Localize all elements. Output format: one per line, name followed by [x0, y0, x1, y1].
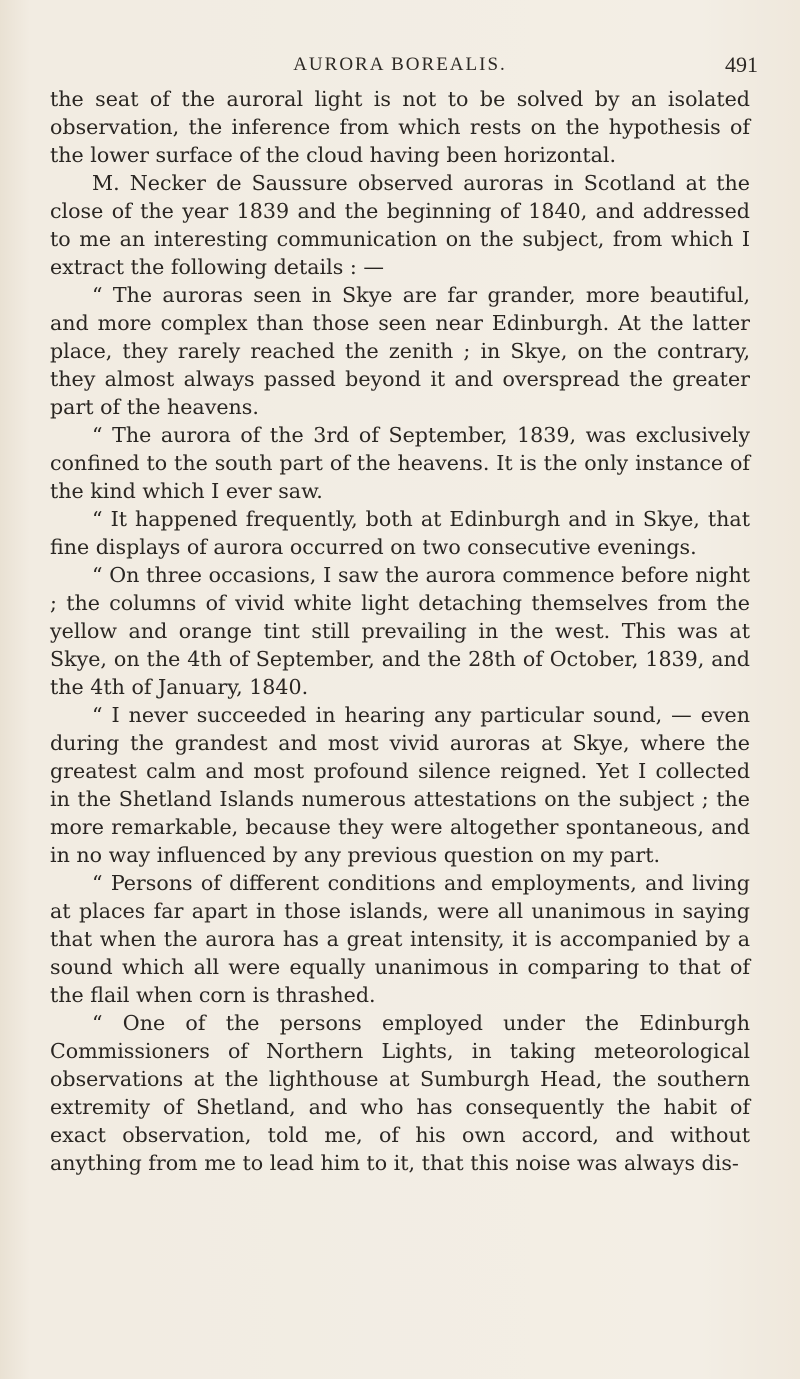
paragraph: “ One of the persons employed under the Edinburgh Commissioners of Northern Lights, in taking meteorological observations at the lighthouse at Sumburgh Head, the southern extremity of Shetland, and who has consequently the habit of exact observation, told me, of his own accord, and without anything from me to lead him to it, that this noise was always dis- — [50, 1011, 750, 1175]
page-header — [0, 48, 800, 78]
paragraph: “ I never succeeded in hearing any particular sound, — even during the grandest and most vivid auroras at Skye, where the greatest calm and most profound silence reigned. Yet I collected in the Shetland Islands numerous attestations on the subject ; the more remarkable, because they were altogether spontaneous, and in no way influenced by any previous question on my part. — [50, 703, 750, 867]
running-head: AURORA BOREALIS. — [293, 54, 507, 75]
paragraph: “ On three occasions, I saw the aurora commence before night ; the columns of vivid white light detaching themselves from the yellow and orange tint still prevailing in the west. This was at Skye, on the 4th of September, and the 28th of October, 1839, and the 4th of January, 1840. — [50, 563, 750, 699]
page-number: 491 — [725, 52, 758, 77]
paragraph: the seat of the auroral light is not to be solved by an isolated observation, the inference from which rests on the hypothesis of the lower surface of the cloud having been horizontal. — [50, 87, 750, 167]
paragraph: M. Necker de Saussure observed auroras in Scotland at the close of the year 1839 and the beginning of 1840, and addressed to me an interesting communication on the subject, from which I extract the following details : — — [50, 171, 750, 279]
paragraph: “ The aurora of the 3rd of September, 1839, was exclusively confined to the south part of the heavens. It is the only instance of the kind which I ever saw. — [50, 423, 750, 503]
body-text — [50, 85, 750, 1177]
paragraph: “ Persons of different conditions and employments, and living at places far apart in those islands, were all unanimous in saying that when the aurora has a great intensity, it is accompanied by a sound which all were equally unanimous in comparing to that of the flail when corn is thrashed. — [50, 871, 750, 1007]
paragraph: “ The auroras seen in Skye are far grander, more beautiful, and more complex than those seen near Edinburgh. At the latter place, they rarely reached the zenith ; in Skye, on the contrary, they almost always passed beyond it and overspread the greater part of the heavens. — [50, 283, 750, 419]
paragraph: “ It happened frequently, both at Edinburgh and in Skye, that fine displays of aurora occurred on two consecutive evenings. — [50, 507, 750, 559]
